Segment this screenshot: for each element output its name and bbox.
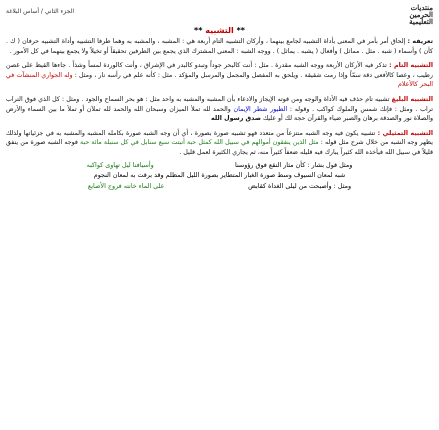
full-simile-example: وله الجواري المنشآت في البحر كالأعلام	[6, 71, 433, 89]
poem-line-2	[6, 170, 433, 181]
poem-line-3-hemistich-2: على الماء خانته فروج الأصابع	[87, 181, 165, 190]
logo-line-3: التعليمية	[409, 17, 433, 26]
definition-label: تعريفه :	[407, 38, 433, 45]
page-header	[6, 4, 433, 24]
definition-text: إلحاق أمر بأمر في المعنى بأداة التشبيه لجامع بينهما ، وأركان التشبيه التام أربعة هي : المشبه ، والمشبه به وهما طرفا التشبيه وأداة التشبيه حرفان ( ك . كأن ) وأسماء ( شبه . مثل . مماثل ) وأفعال ( يشبه . يماثل ) . ووجه الشبه : المعنى المشترك الذي يجمع بين الطرفين تحقيقاً أو تخيلاً ولا يجمع بينهما في كل الأمور .	[6, 38, 433, 55]
poem-line-3	[6, 181, 433, 192]
full-simile-label: التشبيه التام :	[389, 62, 433, 70]
eloquent-simile-label: التشبيه البليغ	[391, 95, 433, 103]
logo-line-2: الحرمين	[409, 10, 433, 19]
eloquent-simile-paragraph	[6, 95, 433, 124]
poem-line-1-hemistich-1: ومثل قول بشار : كأن مثار النقع فوق رؤوسنا	[235, 160, 353, 169]
full-simile-paragraph	[6, 61, 433, 90]
poem-line-2-explanation: شبه لمعان السيوف وسط صورة الغبار المتطاير بصورة الليل المظلم وقد برقت به لمعان النجوم	[93, 171, 346, 180]
representative-simile-paragraph	[6, 129, 433, 158]
eloquent-hadith-start: الطيور شطر الإيمان	[233, 105, 288, 113]
eloquent-source: صدق رسول الله	[211, 115, 261, 123]
full-simile-text: تذكر فيه الأركان الأربعة ووجه الشبه مقدرة . مثل : أنت كالبحر جوداً وتبدو كالبدر في الإشراق ، وأنت كالوردة لمساً وشذاً . جاءها القيظ على غصن رطيب ، وعصا كالأفعى دقة سمّاً وإذا رمت شقيقة . ويلحق به المفصل والمجمل والمرسل والمؤكد . مثل : كأنه علم في رأسه نار ، ومثل :	[6, 62, 433, 79]
poem-line-1-hemistich-2: وأسيافنا ليل تهاوى كواكبه	[86, 160, 154, 169]
page-title	[6, 24, 433, 37]
title-marks-right: **	[236, 26, 245, 35]
representative-explanation: فوجه الشبه صورة من ينفق قليلاً في سبيل الله فيأخذه الله كثيراً يبارك فيه قليله ضعفاً كثيراً منه، ثم يجاري الكثيرة لعمل قليل .	[6, 139, 433, 156]
representative-simile-label: التشبيه التمثيلي :	[377, 129, 433, 137]
poem-line-1	[6, 160, 433, 171]
poem-examples	[6, 160, 433, 192]
poem-line-3-hemistich-1: ومثل : وأصبحت من ليلى الغداة كقابض	[248, 181, 352, 190]
definition-paragraph	[6, 37, 433, 56]
eloquent-simile-text: تشبيه تام حذف فيه الأداة والوجه ومن قوته الإيجاز والادعاء بأن المشبه والمشبه به واحد مثل : هو بحر السماح والجود . ومثل : كل الذي فوق التراب تراب . ومثل : فإنك شمس والملوك كواكب . وقوله :	[6, 95, 433, 113]
title-marks-left: **	[194, 26, 203, 35]
book-part-label: الجزء الثاني / أساس البلاغة	[6, 8, 75, 15]
eloquent-hadith-text: والحمد لله تملأ الميزان وسبحان الله والحمد لله تملآن أو تملأ ما بين السماء والأرض والصلاة نور والصدقة برهان والصبر ضياء والقرآن حجة لك أو عليك	[6, 105, 433, 123]
representative-simile-text: تشبيه يكون فيه وجه الشبه منتزعاً من متعدد فهو تشبيه صورة بصورة ، أي أن وجه الشبه صورة بكامله المشبه والمشبه به في جزئياتها ولذلك يظهر وجه الشبه من خلال شرح مثل قوله :	[6, 129, 433, 147]
representative-verse: مثل الذين ينفقون أموالهم في سبيل الله كمثل حبة أنبتت سبع سنابل في كل سنبلة مائة حبة	[80, 139, 319, 147]
title-text: التشبيه	[205, 26, 234, 35]
logo-line-1: منتديات	[410, 3, 433, 12]
forum-logo	[387, 4, 433, 25]
